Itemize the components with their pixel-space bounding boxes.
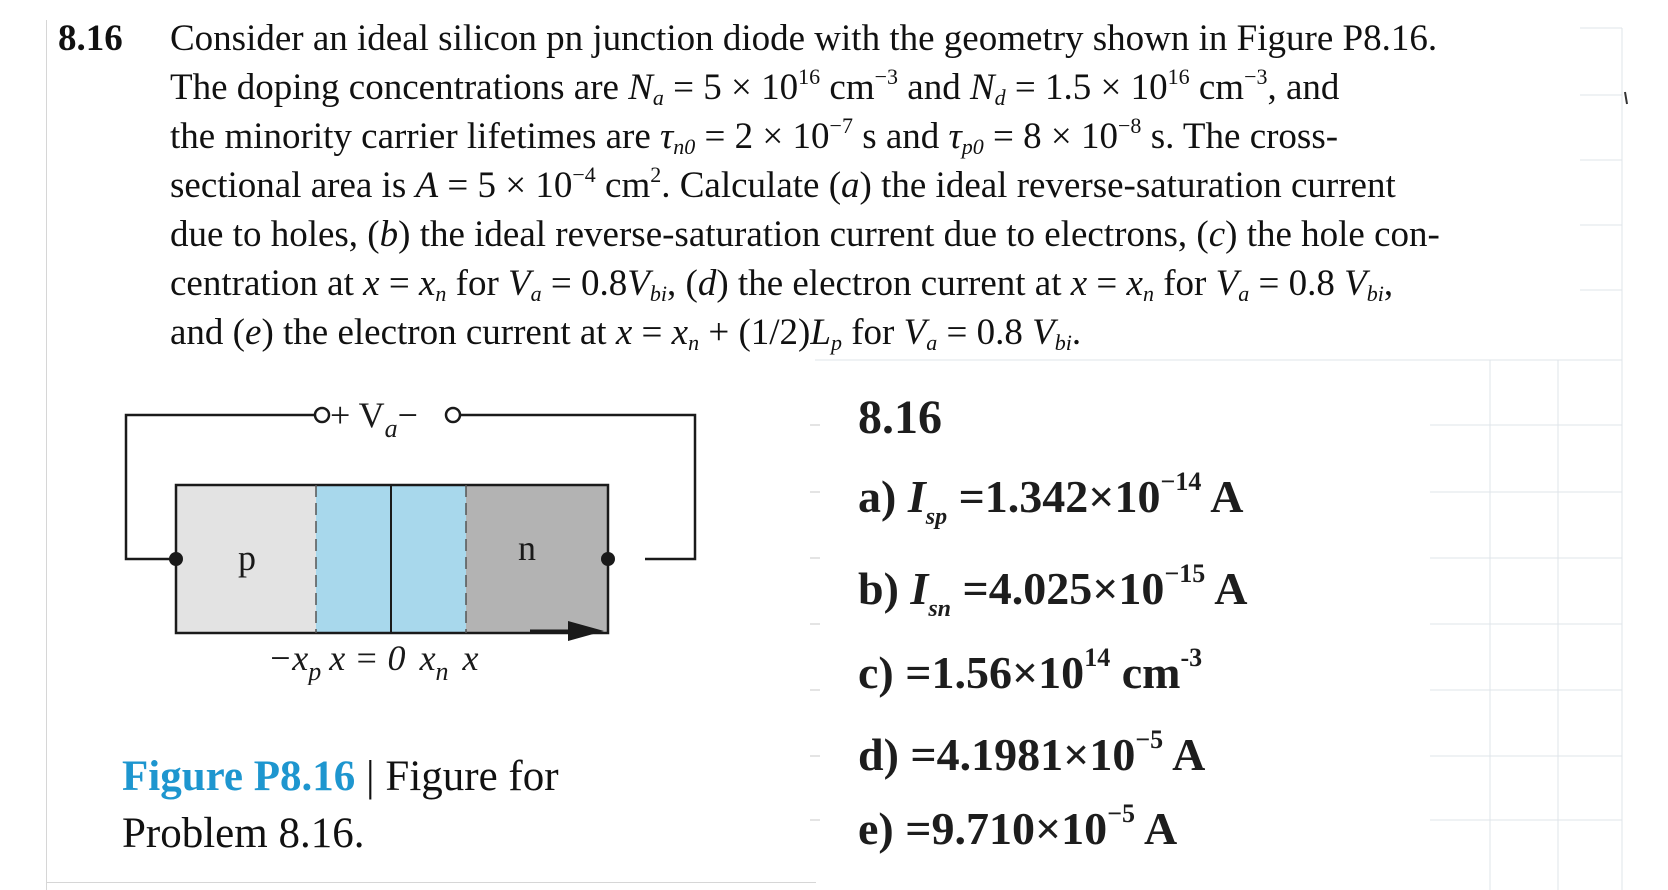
answer-d-unit: A <box>1163 729 1206 780</box>
axis-label-neg-xp: −x <box>268 638 309 678</box>
answer-d-exp: −5 <box>1135 725 1164 754</box>
p-label: p <box>238 538 256 578</box>
caption-label: Figure P8.16 <box>122 753 356 800</box>
axis-label-n-sub: n <box>435 657 449 685</box>
axis-label-p-sub: p <box>308 657 322 685</box>
problem-line-3: the minority carrier lifetimes are $\tau_{n0} = 2 \times 10^{-7}$ s and $\tau_{p0} = 8 \times 10^{-8}$ s. The cross- <box>170 113 1339 159</box>
answer-b <box>858 559 1248 622</box>
answer-e-exp: −5 <box>1107 799 1136 828</box>
answers-title: 8.16 <box>858 391 942 444</box>
answer-a-prefix: a) <box>858 471 908 522</box>
answer-a-sub: sp <box>925 504 948 530</box>
answer-c-value: =1.56×10 <box>905 647 1085 698</box>
answer-a <box>858 467 1244 530</box>
axis-label-xn: x <box>419 638 436 678</box>
axis-label-x: x <box>462 638 479 678</box>
answer-c-unit-exp: -3 <box>1180 643 1203 672</box>
answer-e-prefix: e) <box>858 803 906 854</box>
problem-line-1: Consider an ideal silicon pn junction diode with the geometry shown in Figure P8.16. <box>170 18 1438 59</box>
answer-e-value: =9.710×10 <box>905 803 1108 854</box>
answer-d-value: =4.1981×10 <box>910 729 1136 780</box>
answer-c-prefix: c) <box>858 647 906 698</box>
answer-b-unit: A <box>1205 563 1248 614</box>
answer-a-value: =1.342×10 <box>947 471 1161 522</box>
answer-b-exp: −15 <box>1164 559 1206 588</box>
answer-e-unit: A <box>1135 803 1178 854</box>
source-minus: − <box>397 395 418 435</box>
contact-right <box>601 552 615 566</box>
answer-a-var: I <box>907 471 926 522</box>
n-label: n <box>518 528 536 568</box>
answer-b-value: =4.025×10 <box>951 563 1165 614</box>
source-terminal-minus <box>446 408 460 422</box>
pn-junction-figure <box>110 385 710 685</box>
problem-line-2: The doping concentrations are $N_a = 5 \times 10^{16}$ $cm^{-3}$ and $N_d = 1.5 \times 10^{16}$ $cm^{-3}$, and <box>170 64 1340 110</box>
answer-d <box>858 725 1206 781</box>
problem-line-5: due to holes, (b) the ideal reverse-saturation current due to electrons, (c) the hole con- <box>170 214 1440 255</box>
axis-labels <box>268 638 479 685</box>
caption-text: | Figure for Problem 8.16. <box>122 753 559 857</box>
left-margin-rule <box>46 20 47 890</box>
source-plus: + V <box>330 395 385 435</box>
answer-c <box>858 643 1203 699</box>
problem-line-4: sectional area is $A = 5 \times 10^{-4}$ $cm^2$. Calculate (a) the ideal reverse-saturation current <box>170 162 1396 206</box>
answer-b-prefix: b) <box>858 563 911 614</box>
figure-caption <box>122 748 682 862</box>
answer-a-exp: −14 <box>1160 467 1202 496</box>
source-terminal-plus <box>315 408 329 422</box>
answer-e <box>858 799 1178 855</box>
answer-b-var: I <box>910 563 929 614</box>
problem-line-6: centration at $x = x_n$ for $V_a = 0.8V_{bi}$, (d) the electron current at $x = x_n$ for $V_a = 0.8$ $V_{bi}$, <box>170 263 1394 306</box>
contact-left <box>169 552 183 566</box>
answer-c-exp: 14 <box>1084 643 1111 672</box>
answer-d-prefix: d) <box>858 729 911 780</box>
answer-a-unit: A <box>1201 471 1244 522</box>
problem-line-7: and (e) the electron current at $x = x_n + (1/2)L_p$ for $V_a = 0.8$ $V_{bi}$. <box>170 312 1082 355</box>
answer-b-sub: sn <box>928 596 951 622</box>
n-region <box>466 485 608 633</box>
problem-number: 8.16 <box>58 18 123 59</box>
axis-label-origin: x = 0 <box>329 638 406 678</box>
bottom-rule <box>46 882 816 883</box>
problem-text <box>170 14 1590 357</box>
source-voltage-label <box>330 395 418 443</box>
answer-c-unit: cm <box>1110 647 1181 698</box>
source-sub: a <box>384 414 398 443</box>
